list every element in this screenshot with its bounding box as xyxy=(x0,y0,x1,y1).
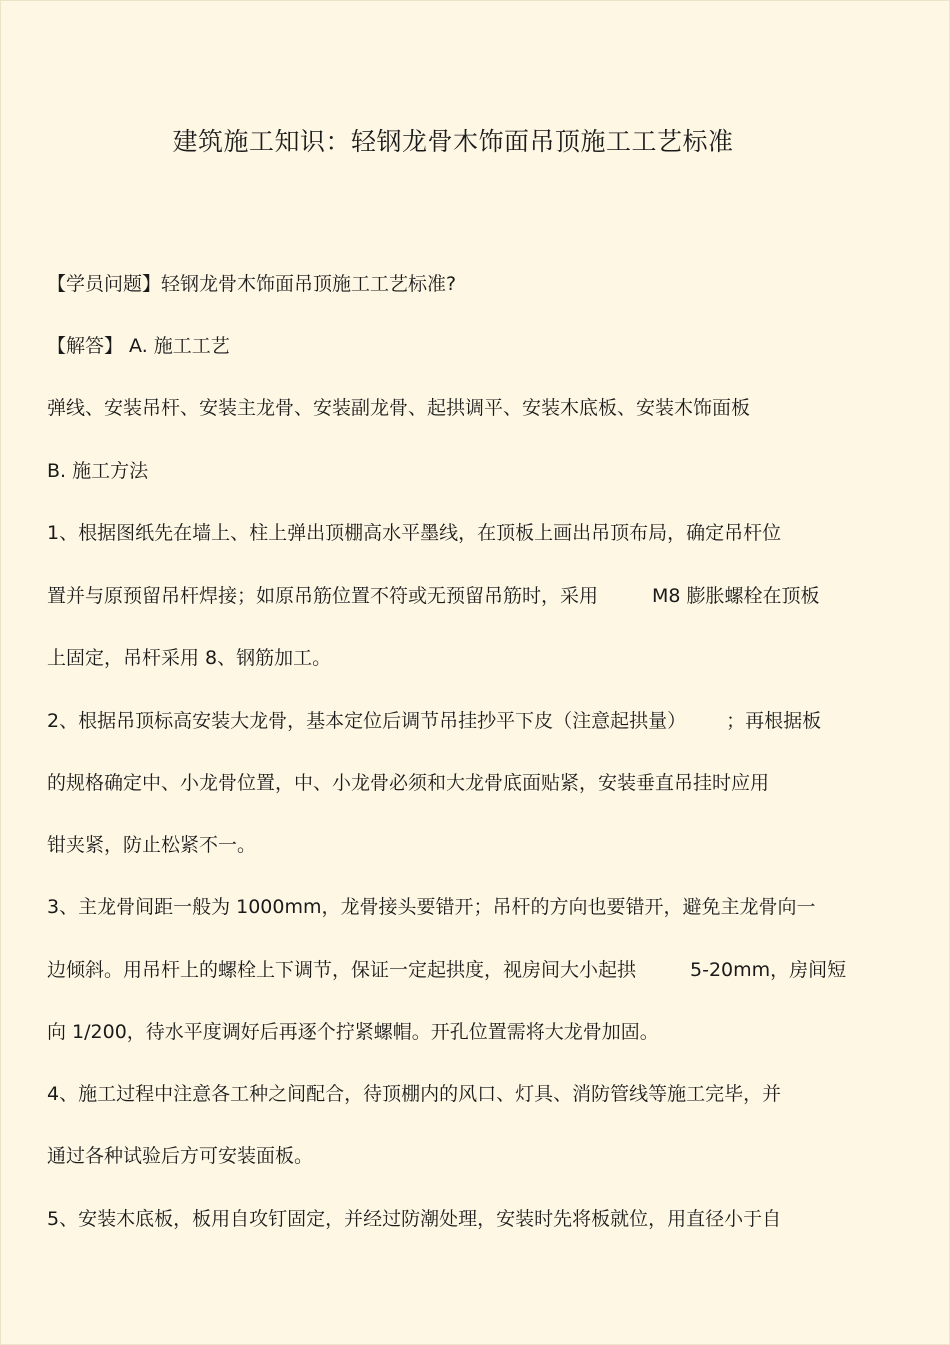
item3-line1: 3、主龙骨间距一般为 1000mm，龙骨接头要错开；吊杆的方向也要错开，避免主龙骨向一 xyxy=(47,896,816,918)
item1-line3: 上固定，吊杆采用 8、钢筋加工。 xyxy=(47,647,332,669)
item2-line1-text-a: 2、根据吊顶标高安装大龙骨，基本定位后调节吊挂抄平下皮（注意起拱量） xyxy=(47,710,687,732)
item2-line1 xyxy=(47,706,821,736)
item1-line2-m8: M8 xyxy=(652,585,681,607)
question-line: 【学员问题】轻钢龙骨木饰面吊顶施工工艺标准? xyxy=(47,273,457,295)
item1-line2-text-a: 置并与原预留吊杆焊接；如原吊筋位置不符或无预留吊筋时，采用 xyxy=(47,585,599,607)
item4-line2: 通过各种试验后方可安装面板。 xyxy=(47,1145,314,1167)
answer-heading: 【解答】 A. 施工工艺 xyxy=(47,335,230,357)
item1-line2-text-c: 膨胀螺栓在顶板 xyxy=(686,585,820,607)
item3-line3: 向 1/200，待水平度调好后再逐个拧紧螺帽。开孔位置需将大龙骨加固。 xyxy=(47,1021,659,1043)
item2-line2: 的规格确定中、小龙骨位置，中、小龙骨必须和大龙骨底面贴紧，安装垂直吊挂时应用 xyxy=(47,772,770,794)
item3-line2-text-a: 边倾斜。用吊杆上的螺栓上下调节，保证一定起拱度，视房间大小起拱 xyxy=(47,959,637,981)
item1-line1: 1、根据图纸先在墙上、柱上弹出顶棚高水平墨线，在顶板上画出吊顶布局，确定吊杆位 xyxy=(47,522,782,544)
item1-line2 xyxy=(47,581,820,611)
process-steps-line: 弹线、安装吊杆、安装主龙骨、安装副龙骨、起拱调平、安装木底板、安装木饰面板 xyxy=(47,397,751,419)
section-b-heading: B. 施工方法 xyxy=(47,460,149,482)
item2-line3: 钳夹紧，防止松紧不一。 xyxy=(47,834,257,856)
item4-line1: 4、施工过程中注意各工种之间配合，待顶棚内的风口、灯具、消防管线等施工完毕，并 xyxy=(47,1083,782,1105)
document-title: 建筑施工知识：轻钢龙骨木饰面吊顶施工工艺标准 xyxy=(172,127,734,156)
item3-line2-text-b: 5-20mm，房间短 xyxy=(690,959,847,981)
item2-line1-text-b: ；再根据板 xyxy=(726,710,822,732)
item5-line1: 5、安装木底板，板用自攻钉固定，并经过防潮处理，安装时先将板就位，用直径小于自 xyxy=(47,1208,782,1230)
item3-line2 xyxy=(47,955,846,985)
